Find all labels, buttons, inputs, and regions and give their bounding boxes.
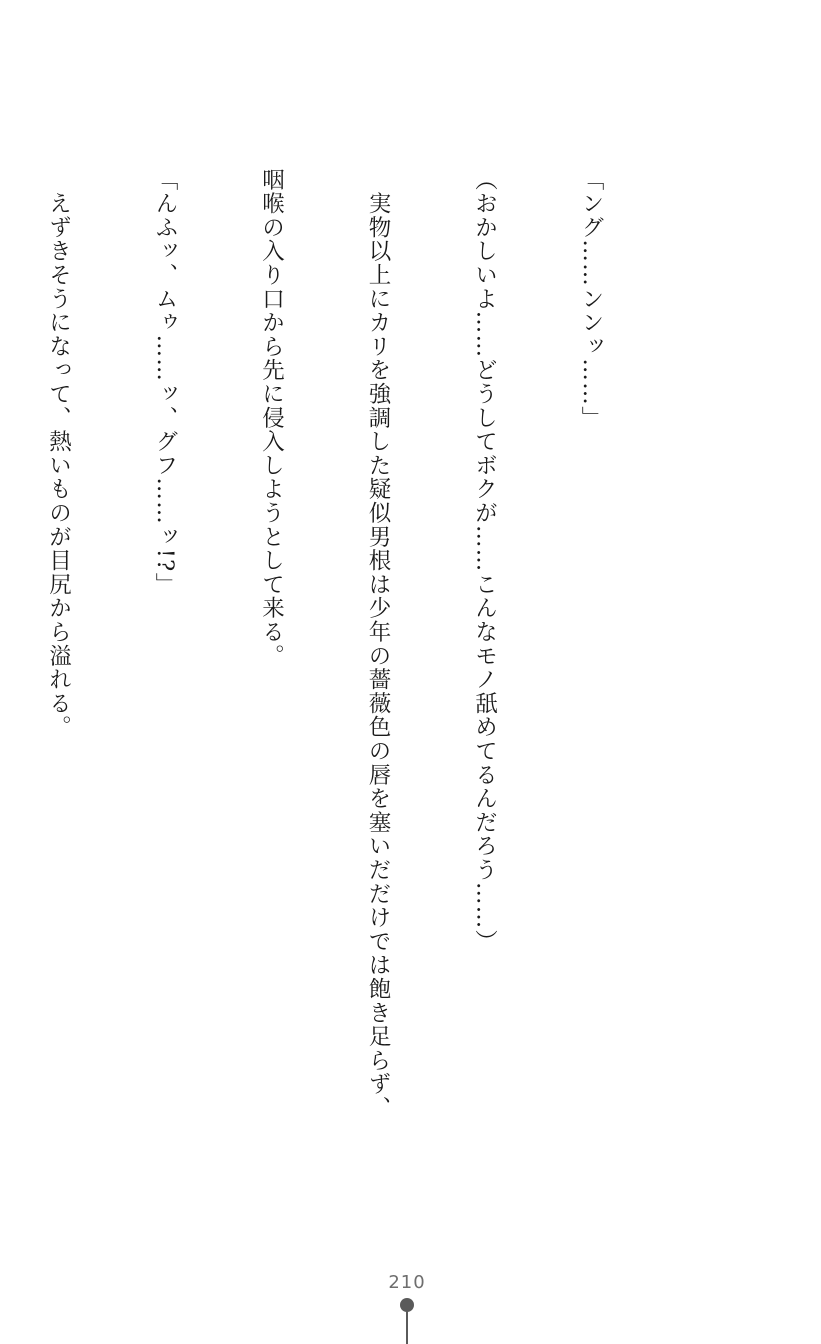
text-line: 「ング……ンンッ……」 <box>578 168 604 430</box>
text-line: えずきそうになって、熱いものが目尻から溢れる。 <box>45 168 72 740</box>
page-marker-line <box>406 1310 408 1344</box>
text-line: （おかしいよ……どうしてボクが……こんなモノ舐めてるんだろう……） <box>471 168 498 954</box>
text-line: 咽喉の入り口から先に侵入しようとして来る。 <box>258 168 285 668</box>
body-text <box>0 168 679 1120</box>
text-line: 「んふッ、ムゥ……ッ、グフ……ッ!?」 <box>152 168 178 597</box>
text-line: 実物以上にカリを強調した疑似男根は少年の薔薇色の唇を塞いだだけでは飽き足らず、 <box>365 168 391 1120</box>
page-number: 210 <box>388 1272 426 1293</box>
